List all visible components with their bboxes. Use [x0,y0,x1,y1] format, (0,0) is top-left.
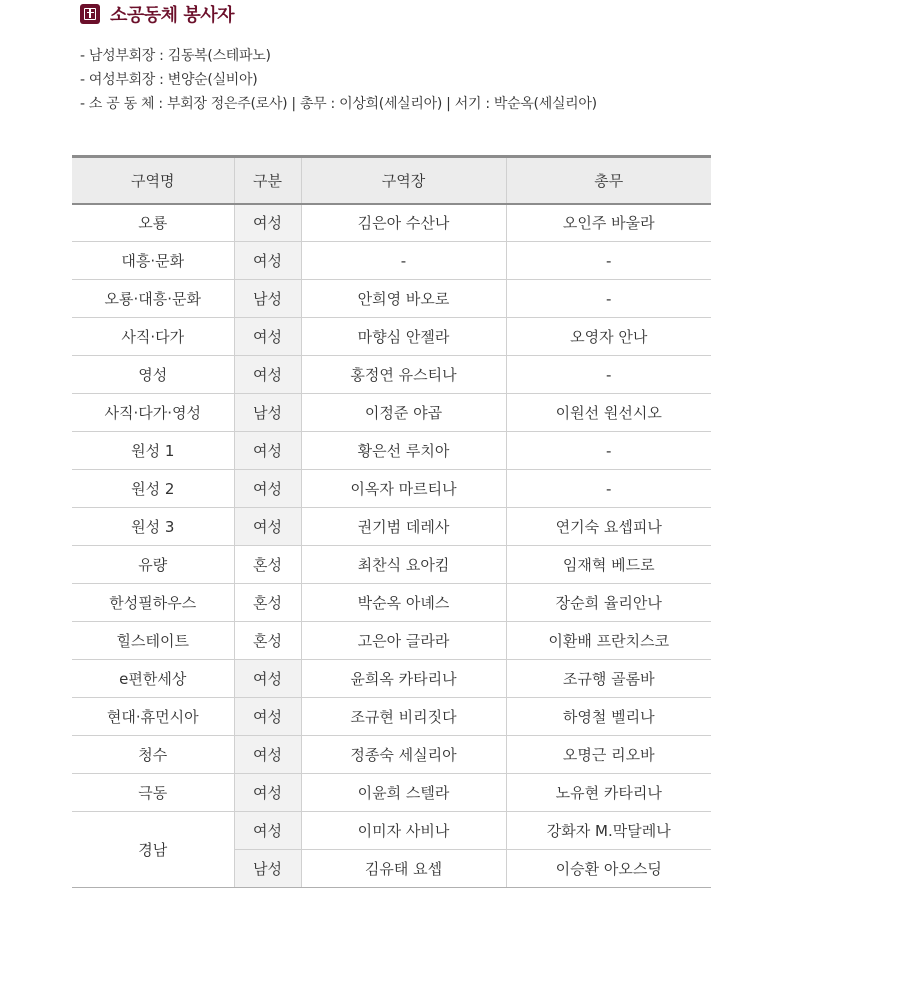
district-leader-cell: 정종숙 세실리아 [301,736,506,774]
secretary-cell: 이환배 프란치스코 [506,622,711,660]
district-name-cell: e편한세상 [72,660,234,698]
secretary-cell: 하영철 벨리나 [506,698,711,736]
secretary-cell: 오명근 리오바 [506,736,711,774]
secretary-cell: 오인주 바울라 [506,204,711,242]
district-leader-cell: 김유태 요셉 [301,850,506,888]
district-leader-cell: 조규현 비리짓다 [301,698,506,736]
district-leader-cell: 최찬식 요아킴 [301,546,506,584]
secretary-cell: 이원선 원선시오 [506,394,711,432]
table-row [72,204,711,242]
district-leader-cell: - [301,242,506,280]
section-title-bar [80,2,234,26]
district-name-cell: 힐스테이트 [72,622,234,660]
district-name-cell: 오룡 [72,204,234,242]
district-leader-cell: 박순옥 아녜스 [301,584,506,622]
table-row [72,280,711,318]
table-row [72,318,711,356]
table-row [72,698,711,736]
gender-cell: 혼성 [234,622,301,660]
district-leader-cell: 황은선 루치아 [301,432,506,470]
gender-cell: 여성 [234,736,301,774]
gender-cell: 여성 [234,812,301,850]
secretary-cell: - [506,242,711,280]
header-secretary: 총무 [506,157,711,204]
secretary-cell: - [506,470,711,508]
district-name-cell: 사직·다가·영성 [72,394,234,432]
table-row [72,508,711,546]
secretary-cell: 장순희 율리안나 [506,584,711,622]
district-name-cell: 현대·휴먼시아 [72,698,234,736]
district-leader-cell: 고은아 글라라 [301,622,506,660]
gender-cell: 여성 [234,318,301,356]
district-leader-cell: 권기범 데레사 [301,508,506,546]
table-row [72,470,711,508]
district-name-cell: 원성 2 [72,470,234,508]
secretary-cell: - [506,280,711,318]
header-district: 구역명 [72,157,234,204]
table-row [72,736,711,774]
bible-cross-icon [80,4,100,24]
gender-cell: 남성 [234,850,301,888]
district-name-cell: 대흥·문화 [72,242,234,280]
district-name-cell: 사직·다가 [72,318,234,356]
officer-info-list [80,44,597,116]
district-leader-cell: 이미자 사비나 [301,812,506,850]
district-name-cell: 경남 [72,812,234,888]
gender-cell: 여성 [234,242,301,280]
secretary-cell: - [506,432,711,470]
district-leader-cell: 홍정연 유스티나 [301,356,506,394]
district-leader-cell: 이옥자 마르티나 [301,470,506,508]
secretary-cell: 오영자 안나 [506,318,711,356]
table-row [72,774,711,812]
secretary-cell: 조규행 골롬바 [506,660,711,698]
gender-cell: 여성 [234,470,301,508]
gender-cell: 혼성 [234,584,301,622]
secretary-cell: 이승환 아오스딩 [506,850,711,888]
secretary-cell: 강화자 M.막달레나 [506,812,711,850]
table-row [72,242,711,280]
district-leader-cell: 윤희옥 카타리나 [301,660,506,698]
table-row [72,546,711,584]
table-row [72,584,711,622]
district-leader-cell: 마향심 안젤라 [301,318,506,356]
district-name-cell: 오룡·대흥·문화 [72,280,234,318]
section-title: 소공동체 봉사자 [110,5,234,26]
secretary-cell: 노유현 카타리나 [506,774,711,812]
gender-cell: 여성 [234,774,301,812]
secretary-cell: 연기숙 요셉피나 [506,508,711,546]
gender-cell: 여성 [234,204,301,242]
table-header-row [72,157,711,204]
district-name-cell: 원성 1 [72,432,234,470]
table-body [72,204,711,888]
gender-cell: 여성 [234,660,301,698]
district-name-cell: 극동 [72,774,234,812]
table-row [72,622,711,660]
table-row [72,394,711,432]
district-name-cell: 청수 [72,736,234,774]
secretary-cell: 임재혁 베드로 [506,546,711,584]
info-line-male-vice-president: - 남성부회장 : 김동복(스테파노) [80,48,271,64]
district-name-cell: 원성 3 [72,508,234,546]
gender-cell: 여성 [234,698,301,736]
district-leader-cell: 안희영 바오로 [301,280,506,318]
info-line-female-vice-president: - 여성부회장 : 변양순(실비아) [80,72,258,88]
table-row [72,356,711,394]
secretary-cell: - [506,356,711,394]
header-district-leader: 구역장 [301,157,506,204]
gender-cell: 여성 [234,508,301,546]
district-roster-table [72,155,711,888]
table-row [72,432,711,470]
district-leader-cell: 김은아 수산나 [301,204,506,242]
gender-cell: 남성 [234,280,301,318]
gender-cell: 여성 [234,356,301,394]
info-line-small-community: - 소 공 동 체 : 부회장 정은주(로사) | 총무 : 이상희(세실리아) | 서기 : 박순옥(세실리아) [80,96,597,112]
district-name-cell: 유량 [72,546,234,584]
district-leader-cell: 이윤희 스텔라 [301,774,506,812]
header-gender: 구분 [234,157,301,204]
table-row [72,660,711,698]
district-leader-cell: 이정준 야곱 [301,394,506,432]
district-name-cell: 한성필하우스 [72,584,234,622]
gender-cell: 여성 [234,432,301,470]
table-row [72,812,711,850]
gender-cell: 혼성 [234,546,301,584]
gender-cell: 남성 [234,394,301,432]
district-name-cell: 영성 [72,356,234,394]
